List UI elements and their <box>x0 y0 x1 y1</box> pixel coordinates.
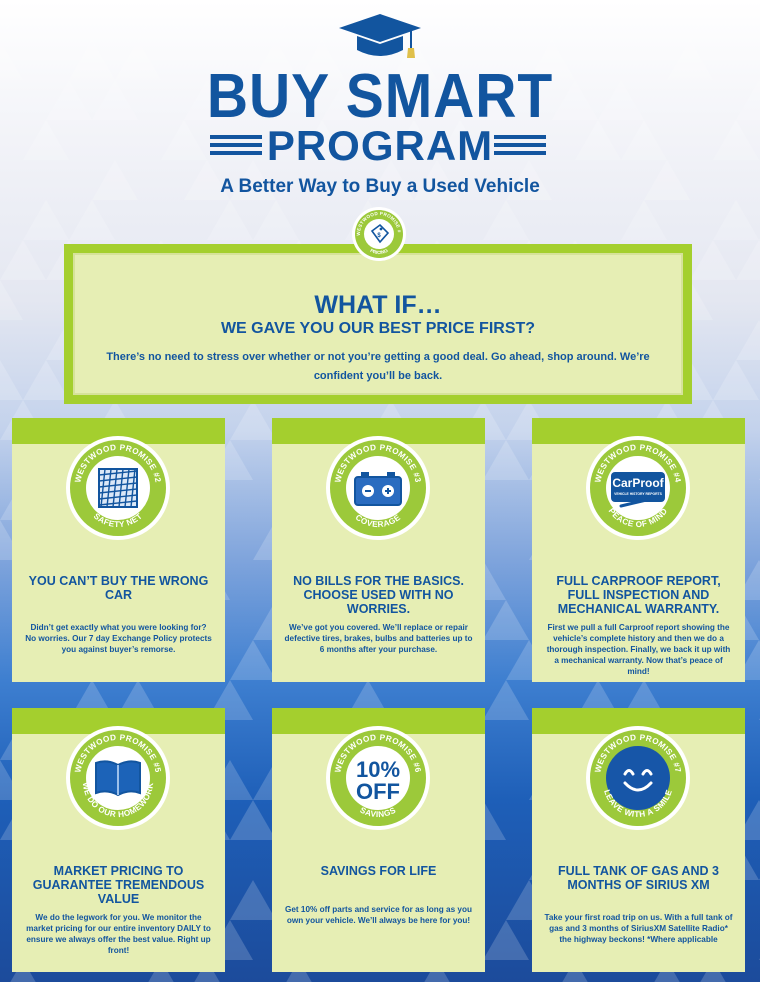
badge-bottom-text: SAVINGS <box>358 805 398 820</box>
badge-bottom-text: WE DO OUR HOMEWORK <box>80 781 156 820</box>
promise-badge <box>326 726 430 830</box>
badge-top-text: WESTWOOD PROMISE #3 <box>333 442 423 484</box>
promise-badge <box>66 726 170 830</box>
svg-text:PEACE OF MIND <box>607 506 670 529</box>
svg-text:WESTWOOD PROMISE #4 <box>593 443 682 484</box>
promise-1-text: There’s no need to stress over whether or not you’re getting a good deal. Go ahead, shop around. We’re confident you’ll be back. <box>106 351 650 382</box>
promise-badge <box>326 436 430 540</box>
promise-card-title: MARKET PRICING TO GUARANTEE TREMENDOUS VALUE <box>32 864 205 906</box>
promise-card-2 <box>12 418 225 682</box>
ten-percent-text: 10% <box>355 757 401 782</box>
promise-card-title: SAVINGS FOR LIFE <box>320 864 437 878</box>
promise-card-text: First we pull a full Carproof report showing the vehicle’s complete history and then we do a thorough inspection. Finally, we back it up with a mechanical warranty. Now that’s peace of mind! <box>546 623 731 676</box>
promise-1-badge-top-text: WESTWOOD PROMISE # <box>355 210 402 236</box>
badge-bottom-text: SAFETY NET <box>91 511 145 530</box>
promise-card-4 <box>532 418 745 682</box>
promise-card-text: We’ve got you covered. We’ll replace or repair defective tires, brakes, bulbs and batteries up to 6 months after your purchase. <box>284 623 473 654</box>
right-stripes-decoration <box>494 135 546 157</box>
off-text: OFF <box>356 779 400 804</box>
badge-top-text: WESTWOOD PROMISE #2 <box>73 442 163 484</box>
badge-top-text: WESTWOOD PROMISE #7 <box>593 732 683 774</box>
promise-card-5 <box>12 708 225 972</box>
badge-bottom-text: PEACE OF MIND <box>606 506 670 530</box>
carproof-logo-subtext: VEHICLE HISTORY REPORTS <box>614 492 662 496</box>
promise-card-text: Get 10% off parts and service for as long as you own your vehicle. We’ll always be here for you! <box>284 905 472 925</box>
badge-bottom-text: LEAVE WITH A SMILE <box>602 788 674 820</box>
promise-card-title: YOU CAN’T BUY THE WRONG CAR <box>28 574 209 602</box>
promise-1-badge-bottom-text: PRICING <box>369 247 389 256</box>
promise-card-text: We do the legwork for you. We monitor the market pricing for our entire inventory DAILY to ensure we always offer the best value. Right up front! <box>26 913 211 955</box>
promise-1-badge <box>352 207 406 261</box>
tagline: A Better Way to Buy a Used Vehicle <box>220 176 540 197</box>
svg-text:PRICING <box>369 248 389 255</box>
svg-text:WESTWOOD PROMISE #7 <box>593 733 682 774</box>
svg-text:WESTWOOD PROMISE #5 <box>73 733 162 774</box>
promise-card-7 <box>532 708 745 972</box>
program-title-line1: BUY SMART <box>206 62 554 131</box>
promise-card-title: NO BILLS FOR THE BASICS. CHOOSE USED WITH NO WORRIES. <box>293 574 464 616</box>
svg-text:LEAVE WITH A SMILE <box>602 788 674 819</box>
promise-badge <box>586 726 690 830</box>
badge-top-text: WESTWOOD PROMISE #6 <box>333 732 423 774</box>
svg-text:WESTWOOD PROMISE #1 <box>352 207 402 236</box>
promise-1-subheading: WE GAVE YOU OUR BEST PRICE FIRST? <box>220 320 536 337</box>
svg-text:SAVINGS <box>358 805 397 819</box>
promise-badge <box>586 436 690 540</box>
svg-text:WESTWOOD PROMISE #2 <box>73 443 162 484</box>
svg-text:WE DO OUR HOMEWORK <box>81 782 155 819</box>
badge-bottom-text: COVERAGE <box>353 512 403 530</box>
promise-card-title: FULL CARPROOF REPORT, FULL INSPECTION AND MECHANICAL WARRANTY. <box>556 574 721 616</box>
promise-card-3 <box>272 418 485 682</box>
promise-1-inner <box>73 253 683 395</box>
promise-card-title: FULL TANK OF GAS AND 3 MONTHS OF SIRIUS XM <box>558 864 719 892</box>
svg-text:WESTWOOD PROMISE #6 <box>333 733 422 774</box>
badge-top-text: WESTWOOD PROMISE #5 <box>73 732 163 774</box>
promise-1-box <box>64 244 692 404</box>
program-title-line2: PROGRAM <box>266 122 494 169</box>
svg-text:COVERAGE <box>354 513 403 529</box>
svg-text:$: $ <box>377 233 381 239</box>
promise-card-6 <box>272 708 485 972</box>
program-title-line2-row <box>0 122 760 169</box>
promise-1-heading: WHAT IF… <box>314 291 442 319</box>
promise-card-text: Didn’t get exactly what you were looking for? No worries. Our 7 day Exchange Policy protects you against buyer’s remorse. <box>25 623 212 654</box>
svg-text:SAFETY NET <box>92 511 144 529</box>
badge-top-text: WESTWOOD PROMISE #4 <box>593 442 683 484</box>
promise-badge <box>66 436 170 540</box>
promise-card-text: Take your first road trip on us. With a full tank of gas and 3 months of SiriusXM Satellite Radio* the highway beckons! *Where applicable <box>544 913 733 944</box>
graduation-cap-icon <box>337 12 423 62</box>
carproof-logo-text: CarProof <box>612 476 664 490</box>
svg-text:WESTWOOD PROMISE #3 <box>333 443 422 484</box>
